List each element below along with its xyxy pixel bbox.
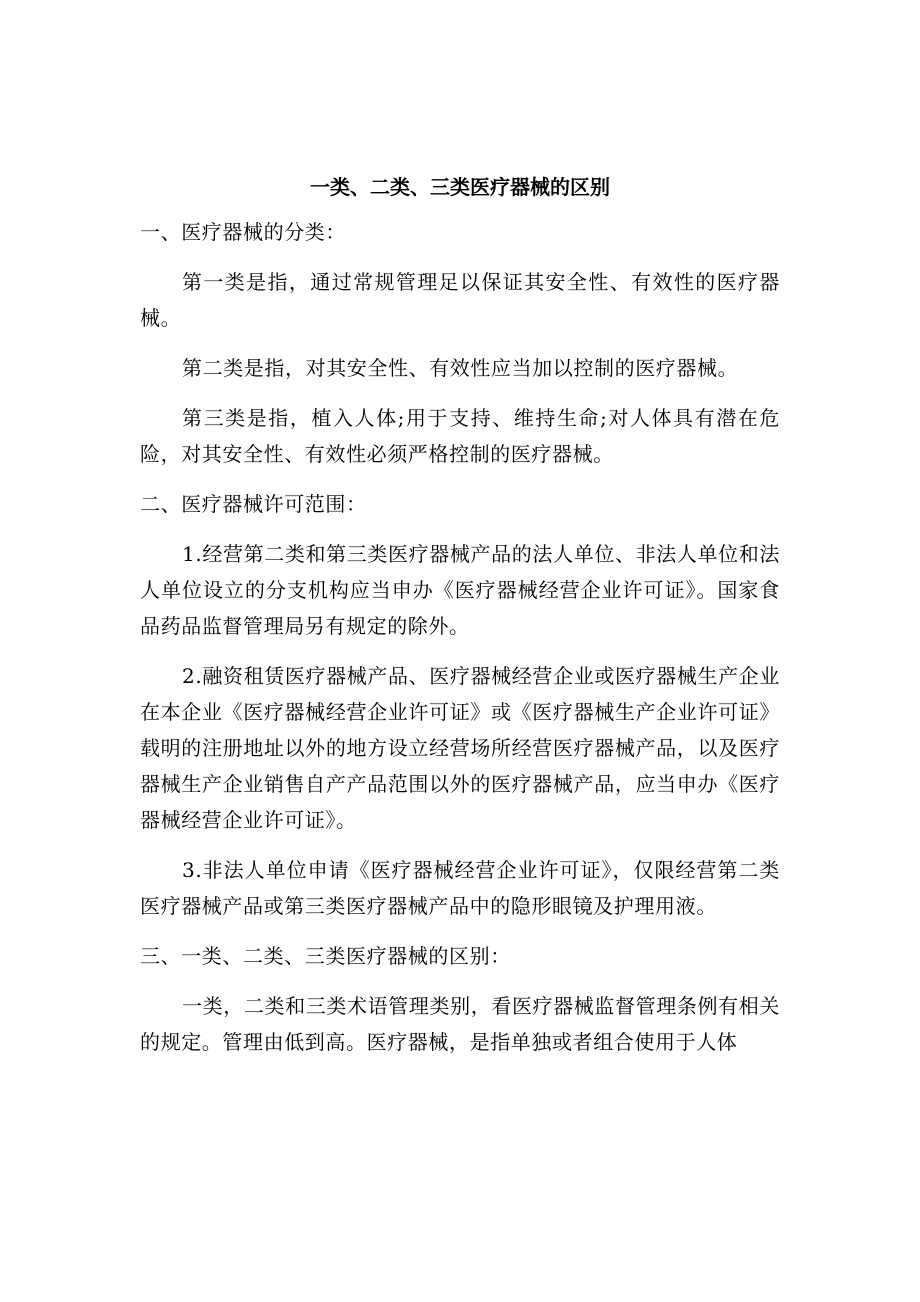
paragraph-differences: 一类，二类和三类术语管理类别，看医疗器械监督管理条例有相关的规定。管理由低到高。医疗器械，是指单独或者组合使用于人体 xyxy=(140,994,780,1054)
section-heading-differences: 三、一类、二类、三类医疗器械的区别： xyxy=(140,944,511,968)
paragraph-class-three: 第三类是指，植入人体;用于支持、维持生命;对人体具有潜在危险，对其安全性、有效性必须严格控制的医疗器械。 xyxy=(140,406,780,466)
paragraph-license-item-1: 1.经营第二类和第三类医疗器械产品的法人单位、非法人单位和法人单位设立的分支机构应当申办《医疗器械经营企业许可证》。国家食品药品监督管理局另有规定的除外。 xyxy=(140,542,780,638)
document-page xyxy=(140,168,780,1074)
paragraph-license-item-3: 3.非法人单位申请《医疗器械经营企业许可证》，仅限经营第二类医疗器械产品或第三类医疗器械产品中的隐形眼镜及护理用液。 xyxy=(140,858,780,918)
paragraph-license-item-2: 2.融资租赁医疗器械产品、医疗器械经营企业或医疗器械生产企业在本企业《医疗器械经营企业许可证》或《医疗器械生产企业许可证》载明的注册地址以外的地方设立经营场所经营医疗器械产品，以及医疗器械生产企业销售自产产品范围以外的医疗器械产品，应当申办《医疗器械经营企业许可证》。 xyxy=(140,664,780,832)
section-heading-classification: 一、医疗器械的分类： xyxy=(140,220,346,244)
paragraph-class-one: 第一类是指，通过常规管理足以保证其安全性、有效性的医疗器械。 xyxy=(140,270,780,330)
document-title: 一类、二类、三类医疗器械的区别 xyxy=(310,175,610,199)
paragraph-class-two: 第二类是指，对其安全性、有效性应当加以控制的医疗器械。 xyxy=(182,356,739,380)
section-heading-license-scope: 二、医疗器械许可范围： xyxy=(140,492,367,516)
